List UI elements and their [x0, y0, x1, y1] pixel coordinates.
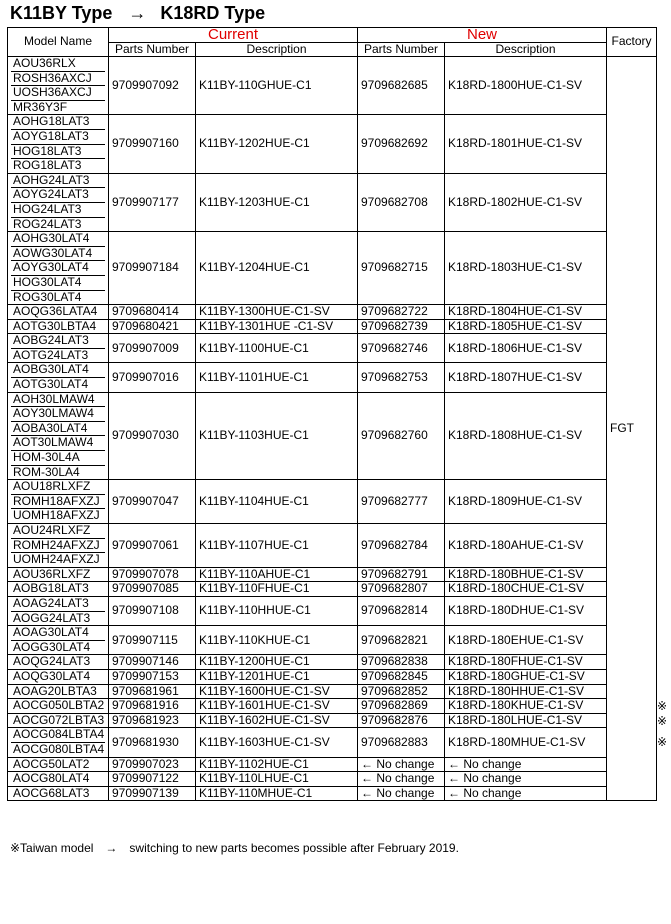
current-parts-number: 9709907115 — [109, 626, 196, 655]
new-description: K18RD-180LHUE-C1-SV — [445, 713, 607, 728]
parts-table-body — [8, 57, 657, 801]
current-parts-number: 9709907085 — [109, 582, 196, 597]
current-description: K11BY-1301HUE -C1-SV — [196, 319, 358, 334]
model-names-cell — [8, 596, 109, 625]
current-parts-number: 9709907009 — [109, 334, 196, 363]
model-name: AOWG30LAT4 — [11, 247, 105, 262]
header-current: Current — [109, 28, 358, 43]
model-name: AOCG80LAT4 — [13, 771, 90, 786]
model-names-cell — [8, 713, 109, 728]
current-description: K11BY-110MHUE-C1 — [196, 786, 358, 801]
model-names-cell — [8, 115, 109, 173]
table-row — [8, 713, 657, 728]
model-names-cell — [8, 626, 109, 655]
current-parts-number: 9709907160 — [109, 115, 196, 173]
new-description: K18RD-1809HUE-C1-SV — [445, 480, 607, 524]
table-row — [8, 480, 657, 524]
taiwan-mark: ※ — [657, 698, 668, 713]
model-names-cell — [8, 334, 109, 363]
current-description: K11BY-1102HUE-C1 — [196, 757, 358, 772]
model-name: AOTG24LAT3 — [13, 347, 89, 362]
current-description: K11BY-1603HUE-C1-SV — [196, 728, 358, 757]
model-name: AOBG30LAT4 — [11, 363, 105, 378]
model-name: UOMH18AFXZJ — [13, 508, 100, 523]
model-names-cell — [8, 757, 109, 772]
model-name: ROG24LAT3 — [13, 216, 82, 231]
new-parts-number: 9709682708 — [358, 173, 445, 231]
current-description: K11BY-1300HUE-C1-SV — [196, 305, 358, 320]
new-description: K18RD-1807HUE-C1-SV — [445, 363, 607, 392]
model-name: AOCG50LAT2 — [13, 757, 90, 771]
new-parts-number: 9709682883 — [358, 728, 445, 757]
new-parts-number: 9709682777 — [358, 480, 445, 524]
new-parts-number: 9709682753 — [358, 363, 445, 392]
model-name: AOAG24LAT3 — [11, 597, 105, 612]
factory-cell: FGT — [607, 57, 657, 801]
new-parts-number: 9709682821 — [358, 626, 445, 655]
current-parts-number: 9709907016 — [109, 363, 196, 392]
new-parts-number: 9709682685 — [358, 57, 445, 115]
current-description: K11BY-1201HUE-C1 — [196, 669, 358, 684]
table-row — [8, 728, 657, 757]
model-name: ROMH24AFXZJ — [11, 539, 105, 554]
table-row — [8, 319, 657, 334]
table-row — [8, 363, 657, 392]
current-parts-number: 9709680421 — [109, 319, 196, 334]
model-name: AOU18RLXFZ — [11, 480, 105, 495]
header-new-parts-number: Parts Number — [358, 42, 445, 57]
model-name: HOG30LAT4 — [11, 276, 105, 291]
new-parts-number: 9709682876 — [358, 713, 445, 728]
new-description: K18RD-1806HUE-C1-SV — [445, 334, 607, 363]
model-names-cell — [8, 699, 109, 714]
footnote: ※Taiwan model → switching to new parts becomes possible after February 2019. — [10, 841, 459, 855]
model-name: ROSH36AXCJ — [11, 72, 105, 87]
model-name: AOU36RLXFZ — [13, 567, 91, 581]
new-description: K18RD-180FHUE-C1-SV — [445, 655, 607, 670]
current-description: K11BY-1203HUE-C1 — [196, 173, 358, 231]
table-row — [8, 684, 657, 699]
new-parts-number: 9709682722 — [358, 305, 445, 320]
model-names-cell — [8, 232, 109, 305]
table-row — [8, 334, 657, 363]
current-parts-number: 9709680414 — [109, 305, 196, 320]
current-description: K11BY-1600HUE-C1-SV — [196, 684, 358, 699]
current-parts-number: 9709907177 — [109, 173, 196, 231]
model-name: AOTG30LBTA4 — [13, 319, 97, 333]
current-parts-number: 9709907184 — [109, 232, 196, 305]
title-from: K11BY Type — [10, 3, 113, 23]
model-name: AOCG084LBTA4 — [13, 727, 105, 742]
model-names-cell — [8, 684, 109, 699]
model-names-cell — [8, 305, 109, 320]
current-parts-number: 9709907122 — [109, 772, 196, 787]
current-parts-number: 9709907023 — [109, 757, 196, 772]
new-description: K18RD-1801HUE-C1-SV — [445, 115, 607, 173]
model-name: ROM-30LA4 — [13, 464, 80, 479]
current-description: K11BY-1100HUE-C1 — [196, 334, 358, 363]
model-name: AOCG68LAT3 — [13, 786, 90, 800]
new-description: K18RD-180DHUE-C1-SV — [445, 596, 607, 625]
new-parts-number: 9709682791 — [358, 567, 445, 582]
new-description: ← No change — [445, 757, 607, 772]
model-name: UOMH24AFXZJ — [13, 552, 100, 567]
model-name: AOBG24LAT3 — [11, 334, 105, 349]
new-description: K18RD-180MHUE-C1-SV — [445, 728, 607, 757]
new-parts-number: 9709682869 — [358, 699, 445, 714]
model-names-cell — [8, 655, 109, 670]
parts-table — [7, 27, 657, 801]
new-description: K18RD-180BHUE-C1-SV — [445, 567, 607, 582]
title-arrow: → — [128, 3, 147, 23]
current-description: K11BY-110FHUE-C1 — [196, 582, 358, 597]
model-name: AOCG050LBTA2 — [13, 698, 105, 713]
new-parts-number: 9709682852 — [358, 684, 445, 699]
table-row — [8, 772, 657, 787]
model-names-cell — [8, 772, 109, 787]
table-row — [8, 524, 657, 568]
table-row — [8, 173, 657, 231]
model-name: AOHG30LAT4 — [11, 232, 105, 247]
model-name: AOTG30LAT4 — [13, 377, 89, 392]
new-parts-number: 9709682838 — [358, 655, 445, 670]
table-row — [8, 786, 657, 801]
current-parts-number: 9709907146 — [109, 655, 196, 670]
model-name: AOYG30LAT4 — [11, 261, 105, 276]
model-names-cell — [8, 173, 109, 231]
current-parts-number: 9709907153 — [109, 669, 196, 684]
table-row — [8, 115, 657, 173]
model-name: AOT30LMAW4 — [11, 436, 105, 451]
model-name: AOBA30LAT4 — [11, 422, 105, 437]
page-title — [10, 3, 265, 24]
new-description: K18RD-1808HUE-C1-SV — [445, 392, 607, 480]
current-description: K11BY-1104HUE-C1 — [196, 480, 358, 524]
current-parts-number: 9709907139 — [109, 786, 196, 801]
model-name: AOAG30LAT4 — [11, 626, 105, 641]
model-names-cell — [8, 363, 109, 392]
current-parts-number: 9709907078 — [109, 567, 196, 582]
new-parts-number: 9709682784 — [358, 524, 445, 568]
table-row — [8, 626, 657, 655]
model-names-cell — [8, 392, 109, 480]
model-name: AOCG072LBTA3 — [13, 713, 105, 727]
current-parts-number: 9709907047 — [109, 480, 196, 524]
new-parts-number: 9709682715 — [358, 232, 445, 305]
current-parts-number: 9709907108 — [109, 596, 196, 625]
new-description: K18RD-180EHUE-C1-SV — [445, 626, 607, 655]
current-parts-number: 9709681961 — [109, 684, 196, 699]
table-row — [8, 392, 657, 480]
model-name: AOY30LMAW4 — [11, 407, 105, 422]
new-parts-number: ← No change — [358, 757, 445, 772]
header-model-name: Model Name — [8, 28, 109, 57]
current-description: K11BY-110AHUE-C1 — [196, 567, 358, 582]
model-name: AOQG30LAT4 — [13, 669, 91, 683]
model-name: HOG24LAT3 — [11, 203, 105, 218]
current-parts-number: 9709681930 — [109, 728, 196, 757]
new-parts-number: 9709682807 — [358, 582, 445, 597]
model-names-cell — [8, 567, 109, 582]
current-description: K11BY-1200HUE-C1 — [196, 655, 358, 670]
new-parts-number: 9709682746 — [358, 334, 445, 363]
header-new-description: Description — [445, 42, 607, 57]
new-parts-number: 9709682845 — [358, 669, 445, 684]
model-names-cell — [8, 319, 109, 334]
new-parts-number: 9709682814 — [358, 596, 445, 625]
model-name: AOAG20LBTA3 — [13, 684, 97, 698]
model-names-cell — [8, 728, 109, 757]
model-name: AOBG18LAT3 — [13, 581, 89, 596]
model-name: AOHG24LAT3 — [11, 174, 105, 189]
model-name: ROG30LAT4 — [13, 289, 82, 304]
current-description: K11BY-110GHUE-C1 — [196, 57, 358, 115]
current-description: K11BY-110HHUE-C1 — [196, 596, 358, 625]
new-description: K18RD-180KHUE-C1-SV — [445, 699, 607, 714]
current-description: K11BY-1107HUE-C1 — [196, 524, 358, 568]
new-description: K18RD-180CHUE-C1-SV — [445, 582, 607, 597]
current-parts-number: 9709907030 — [109, 392, 196, 480]
current-description: K11BY-1103HUE-C1 — [196, 392, 358, 480]
new-description: ← No change — [445, 772, 607, 787]
new-parts-number: ← No change — [358, 786, 445, 801]
new-description: K18RD-1800HUE-C1-SV — [445, 57, 607, 115]
current-parts-number: 9709907092 — [109, 57, 196, 115]
header-factory: Factory — [607, 28, 657, 57]
table-row — [8, 582, 657, 597]
model-name: AOQG36LATA4 — [13, 304, 98, 319]
model-name: AOYG18LAT3 — [11, 130, 105, 145]
model-name: AOU24RLXFZ — [11, 524, 105, 539]
model-name: HOM-30L4A — [11, 451, 105, 466]
model-name: AOGG24LAT3 — [13, 610, 91, 625]
taiwan-mark: ※ — [657, 713, 668, 728]
current-description: K11BY-1602HUE-C1-SV — [196, 713, 358, 728]
model-names-cell — [8, 582, 109, 597]
model-names-cell — [8, 786, 109, 801]
taiwan-mark: ※ — [657, 735, 668, 750]
model-name: AOGG30LAT4 — [13, 639, 91, 654]
new-parts-number: 9709682760 — [358, 392, 445, 480]
current-parts-number: 9709681923 — [109, 713, 196, 728]
header-current-parts-number: Parts Number — [109, 42, 196, 57]
current-description: K11BY-1601HUE-C1-SV — [196, 699, 358, 714]
model-name: MR36Y3F — [13, 99, 68, 114]
new-description: K18RD-1803HUE-C1-SV — [445, 232, 607, 305]
new-parts-number: 9709682692 — [358, 115, 445, 173]
new-description: K18RD-1804HUE-C1-SV — [445, 305, 607, 320]
model-name: AOYG24LAT3 — [11, 188, 105, 203]
table-row — [8, 655, 657, 670]
current-description: K11BY-1204HUE-C1 — [196, 232, 358, 305]
current-parts-number: 9709907061 — [109, 524, 196, 568]
model-names-cell — [8, 57, 109, 115]
model-name: UOSH36AXCJ — [11, 86, 105, 101]
table-row — [8, 567, 657, 582]
new-description: K18RD-180GHUE-C1-SV — [445, 669, 607, 684]
current-description: K11BY-1202HUE-C1 — [196, 115, 358, 173]
table-row — [8, 305, 657, 320]
model-name: AOCG080LBTA4 — [13, 741, 105, 756]
table-row — [8, 596, 657, 625]
new-description: K18RD-180HHUE-C1-SV — [445, 684, 607, 699]
model-name: HOG18LAT3 — [11, 145, 105, 160]
table-row — [8, 699, 657, 714]
new-description: K18RD-180AHUE-C1-SV — [445, 524, 607, 568]
header-current-description: Description — [196, 42, 358, 57]
table-row — [8, 669, 657, 684]
model-name: AOQG24LAT3 — [13, 654, 91, 669]
title-to: K18RD Type — [160, 3, 266, 23]
new-parts-number: ← No change — [358, 772, 445, 787]
model-name: ROG18LAT3 — [13, 158, 82, 173]
new-parts-number: 9709682739 — [358, 319, 445, 334]
model-names-cell — [8, 480, 109, 524]
table-row — [8, 232, 657, 305]
current-description: K11BY-110KHUE-C1 — [196, 626, 358, 655]
table-row — [8, 57, 657, 115]
model-name: AOHG18LAT3 — [11, 115, 105, 130]
new-description: K18RD-1805HUE-C1-SV — [445, 319, 607, 334]
current-parts-number: 9709681916 — [109, 699, 196, 714]
table-row — [8, 757, 657, 772]
model-names-cell — [8, 669, 109, 684]
new-description: ← No change — [445, 786, 607, 801]
new-description: K18RD-1802HUE-C1-SV — [445, 173, 607, 231]
model-name: AOU36RLX — [11, 57, 105, 72]
header-new: New — [358, 28, 607, 43]
model-name: ROMH18AFXZJ — [11, 495, 105, 510]
current-description: K11BY-110LHUE-C1 — [196, 772, 358, 787]
current-description: K11BY-1101HUE-C1 — [196, 363, 358, 392]
model-name: AOH30LMAW4 — [11, 393, 105, 408]
model-names-cell — [8, 524, 109, 568]
